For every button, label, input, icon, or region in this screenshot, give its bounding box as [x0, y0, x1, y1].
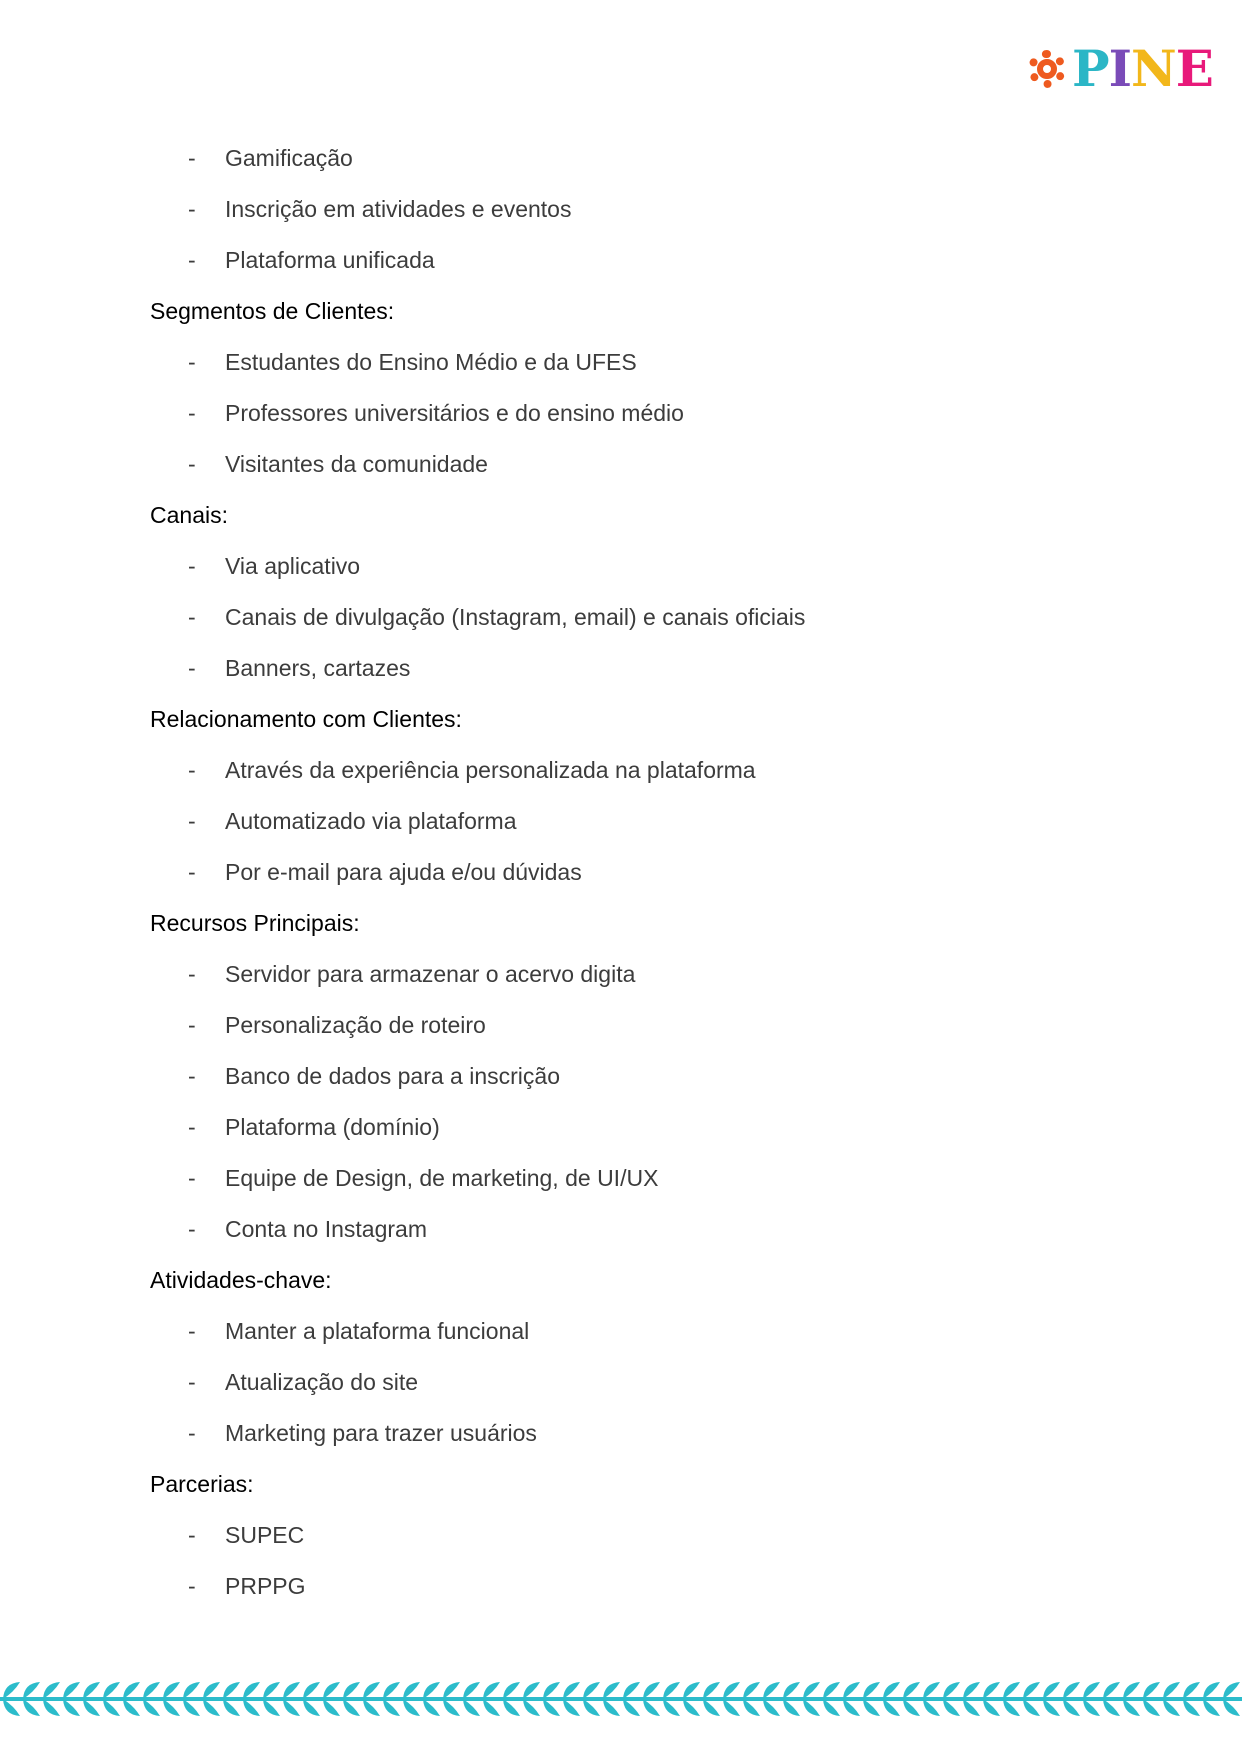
- bullet-dash: -: [188, 1063, 196, 1089]
- garland-leaf: [603, 1699, 620, 1716]
- list-item-text: Através da experiência personalizada na plataforma: [225, 757, 756, 783]
- list-item: [150, 195, 1110, 246]
- garland-leaf: [1103, 1699, 1120, 1716]
- garland-leaf: [883, 1682, 900, 1699]
- garland-leaf: [763, 1682, 780, 1699]
- list-item-text: SUPEC: [225, 1522, 305, 1548]
- garland-leaf: [683, 1699, 700, 1716]
- garland-leaf: [263, 1682, 280, 1699]
- garland-leaf: [1223, 1699, 1240, 1716]
- bullet-dash: -: [188, 655, 196, 681]
- list-item: [150, 1572, 1110, 1623]
- garland-leaf: [1143, 1699, 1160, 1716]
- garland-leaf: [503, 1699, 520, 1716]
- garland-leaf: [443, 1699, 460, 1716]
- garland-leaf: [1203, 1699, 1220, 1716]
- list-item-text: Visitantes da comunidade: [225, 451, 488, 477]
- list-item: [150, 1164, 1110, 1215]
- garland-leaf: [23, 1699, 40, 1716]
- garland-leaf: [1043, 1699, 1060, 1716]
- bullet-dash: -: [188, 961, 196, 987]
- garland-leaf: [903, 1699, 920, 1716]
- garland-leaf: [103, 1682, 120, 1699]
- garland-stem: [0, 1697, 1242, 1701]
- bullet-dash: -: [188, 604, 196, 630]
- list-item: [150, 1113, 1110, 1164]
- garland-leaf: [403, 1682, 420, 1699]
- garland-leaf: [83, 1699, 100, 1716]
- bullet-dash: -: [188, 145, 196, 171]
- garland-leaf: [43, 1682, 60, 1699]
- garland-leaf: [923, 1682, 940, 1699]
- garland-leaf: [1143, 1682, 1160, 1699]
- garland-leaf: [483, 1682, 500, 1699]
- list-item-text: Personalização de roteiro: [225, 1012, 486, 1038]
- list-item: [150, 450, 1110, 501]
- garland-leaf: [443, 1682, 460, 1699]
- garland-leaf: [223, 1682, 240, 1699]
- list-item-text: Atualização do site: [225, 1369, 419, 1395]
- logo-letter-p: P: [1072, 39, 1109, 98]
- list-item-text: Via aplicativo: [225, 553, 361, 579]
- section-heading: Recursos Principais:: [150, 910, 360, 936]
- garland-leaf: [43, 1699, 60, 1716]
- garland-leaf: [343, 1699, 360, 1716]
- list-item-text: Por e-mail para ajuda e/ou dúvidas: [225, 859, 582, 885]
- opine-logo: [1028, 39, 1213, 98]
- garland-leaf: [1043, 1682, 1060, 1699]
- garland-leaf: [743, 1699, 760, 1716]
- garland-leaf: [983, 1699, 1000, 1716]
- garland-leaf: [1083, 1682, 1100, 1699]
- garland-leaf: [263, 1699, 280, 1716]
- garland-leaf: [1023, 1682, 1040, 1699]
- garland-leaf: [843, 1682, 860, 1699]
- garland-leaf: [1203, 1682, 1220, 1699]
- garland-leaf: [423, 1682, 440, 1699]
- garland-leaf: [723, 1682, 740, 1699]
- list-item: [150, 246, 1110, 297]
- garland-leaf: [163, 1699, 180, 1716]
- garland-leaf: [803, 1682, 820, 1699]
- list-item-text: Automatizado via plataforma: [225, 808, 517, 834]
- garland-leaf: [303, 1699, 320, 1716]
- garland-leaf: [183, 1682, 200, 1699]
- bullet-dash: -: [188, 1114, 196, 1140]
- list-item-text: Banners, cartazes: [225, 655, 411, 681]
- list-item: [150, 1521, 1110, 1572]
- list-item: [150, 603, 1110, 654]
- bullet-dash: -: [188, 1216, 196, 1242]
- document-body: [150, 144, 1110, 1623]
- list-item: [150, 348, 1110, 399]
- garland-leaf: [603, 1682, 620, 1699]
- garland-leaf: [563, 1682, 580, 1699]
- garland-leaf: [1063, 1682, 1080, 1699]
- garland-leaf: [943, 1699, 960, 1716]
- garland-leaf: [63, 1699, 80, 1716]
- list-item-text: Professores universitários e do ensino médio: [225, 400, 684, 426]
- list-item: [150, 1011, 1110, 1062]
- garland-leaf: [703, 1699, 720, 1716]
- garland-leaf: [1083, 1699, 1100, 1716]
- garland-leaf: [243, 1682, 260, 1699]
- list-item: [150, 1317, 1110, 1368]
- garland-leaf: [383, 1699, 400, 1716]
- garland-leaf: [1123, 1682, 1140, 1699]
- garland-leaf: [783, 1682, 800, 1699]
- garland-leaf: [143, 1699, 160, 1716]
- garland-leaf: [643, 1682, 660, 1699]
- garland-leaf: [1163, 1699, 1180, 1716]
- garland-leaf: [423, 1699, 440, 1716]
- bullet-dash: -: [188, 1420, 196, 1446]
- bullet-dash: -: [188, 1522, 196, 1548]
- list-item-text: Conta no Instagram: [225, 1216, 428, 1242]
- garland-leaf: [703, 1682, 720, 1699]
- garland-leaf: [683, 1682, 700, 1699]
- list-item-text: Servidor para armazenar o acervo digita: [225, 961, 636, 987]
- bullet-dash: -: [188, 859, 196, 885]
- garland-leaf: [3, 1699, 20, 1716]
- garland-leaf: [223, 1699, 240, 1716]
- bullet-dash: -: [188, 247, 196, 273]
- garland-leaf: [963, 1699, 980, 1716]
- logo-o-flower-icon: [1028, 50, 1066, 88]
- garland-leaf: [123, 1699, 140, 1716]
- garland-leaf: [1163, 1682, 1180, 1699]
- garland-leaf: [103, 1699, 120, 1716]
- garland-leaf: [1223, 1682, 1240, 1699]
- section-heading: Segmentos de Clientes:: [150, 298, 395, 324]
- garland-leaf: [843, 1699, 860, 1716]
- garland-leaf: [1183, 1699, 1200, 1716]
- garland-leaf: [963, 1682, 980, 1699]
- garland-leaf: [1023, 1699, 1040, 1716]
- garland-leaf: [563, 1699, 580, 1716]
- garland-leaf: [383, 1682, 400, 1699]
- garland-leaf: [883, 1699, 900, 1716]
- bullet-dash: -: [188, 196, 196, 222]
- garland-leaf: [503, 1682, 520, 1699]
- list-item: [150, 858, 1110, 909]
- list-item-text: PRPPG: [225, 1573, 306, 1599]
- list-item: [150, 1215, 1110, 1266]
- garland-leaf: [203, 1682, 220, 1699]
- garland-leaf: [1063, 1699, 1080, 1716]
- garland-leaf: [23, 1682, 40, 1699]
- list-item: [150, 1419, 1110, 1470]
- list-item-text: Estudantes do Ensino Médio e da UFES: [225, 349, 637, 375]
- garland-leaf: [623, 1682, 640, 1699]
- list-item: [150, 960, 1110, 1011]
- garland-leaf: [363, 1682, 380, 1699]
- garland-leaf: [763, 1699, 780, 1716]
- list-item: [150, 1368, 1110, 1419]
- garland-leaf: [923, 1699, 940, 1716]
- logo-letter-n: N: [1131, 39, 1176, 98]
- bullet-dash: -: [188, 451, 196, 477]
- garland-leaf: [283, 1682, 300, 1699]
- garland-leaf: [543, 1699, 560, 1716]
- garland-leaf: [183, 1699, 200, 1716]
- bullet-dash: -: [188, 1165, 196, 1191]
- garland-leaf: [523, 1699, 540, 1716]
- garland-leaf: [823, 1699, 840, 1716]
- garland-leaf: [943, 1682, 960, 1699]
- bullet-dash: -: [188, 553, 196, 579]
- list-item-text: Canais de divulgação (Instagram, email) e canais oficiais: [225, 604, 806, 630]
- section-heading: Atividades-chave:: [150, 1267, 332, 1293]
- garland-leaf: [83, 1682, 100, 1699]
- bullet-dash: -: [188, 757, 196, 783]
- garland-leaf: [343, 1682, 360, 1699]
- garland-leaf: [143, 1682, 160, 1699]
- garland-leaf: [983, 1682, 1000, 1699]
- garland-leaf: [663, 1682, 680, 1699]
- garland-leaf: [803, 1699, 820, 1716]
- logo-letter-e: E: [1175, 39, 1213, 98]
- garland-leaf: [1003, 1699, 1020, 1716]
- list-item: [150, 756, 1110, 807]
- garland-leaf: [323, 1699, 340, 1716]
- bullet-dash: -: [188, 1318, 196, 1344]
- logo-letter-i: I: [1108, 39, 1131, 98]
- list-item: [150, 1062, 1110, 1113]
- garland-leaf: [323, 1682, 340, 1699]
- garland-leaf: [583, 1699, 600, 1716]
- garland-leaf: [303, 1682, 320, 1699]
- garland-leaf: [463, 1682, 480, 1699]
- garland-leaf: [1003, 1682, 1020, 1699]
- garland-leaf: [543, 1682, 560, 1699]
- bullet-dash: -: [188, 808, 196, 834]
- leaf-garland-border: [0, 1680, 1242, 1718]
- garland-leaf: [863, 1699, 880, 1716]
- section-heading: Relacionamento com Clientes:: [150, 706, 462, 732]
- list-item: [150, 144, 1110, 195]
- garland-leaf: [523, 1682, 540, 1699]
- garland-leaf: [1103, 1682, 1120, 1699]
- garland-leaf: [643, 1699, 660, 1716]
- garland-leaf: [723, 1699, 740, 1716]
- garland-leaf: [903, 1682, 920, 1699]
- garland-leaf: [3, 1682, 20, 1699]
- garland-leaf: [1183, 1682, 1200, 1699]
- garland-leaf: [1123, 1699, 1140, 1716]
- bullet-dash: -: [188, 1369, 196, 1395]
- list-item-text: Inscrição em atividades e eventos: [225, 196, 572, 222]
- list-item-text: Banco de dados para a inscrição: [225, 1063, 560, 1089]
- list-item: [150, 807, 1110, 858]
- garland-leaf: [363, 1699, 380, 1716]
- list-item: [150, 552, 1110, 603]
- list-item: [150, 654, 1110, 705]
- garland-leaf: [123, 1682, 140, 1699]
- list-item-text: Equipe de Design, de marketing, de UI/UX: [225, 1165, 659, 1191]
- garland-leaf: [623, 1699, 640, 1716]
- garland-leaf: [403, 1699, 420, 1716]
- garland-leaf: [583, 1682, 600, 1699]
- garland-leaf: [783, 1699, 800, 1716]
- bullet-dash: -: [188, 349, 196, 375]
- list-item-text: Plataforma (domínio): [225, 1114, 440, 1140]
- garland-leaf: [743, 1682, 760, 1699]
- bullet-dash: -: [188, 400, 196, 426]
- garland-leaf: [463, 1699, 480, 1716]
- garland-leaf: [283, 1699, 300, 1716]
- garland-leaf: [63, 1682, 80, 1699]
- section-heading: Canais:: [150, 502, 228, 528]
- garland-leaf: [823, 1682, 840, 1699]
- bullet-dash: -: [188, 1012, 196, 1038]
- garland-leaf: [663, 1699, 680, 1716]
- garland-leaf: [163, 1682, 180, 1699]
- section-heading: Parcerias:: [150, 1471, 254, 1497]
- bullet-dash: -: [188, 1573, 196, 1599]
- list-item: [150, 399, 1110, 450]
- garland-leaf: [243, 1699, 260, 1716]
- list-item-text: Gamificação: [225, 145, 353, 171]
- garland-leaf: [863, 1682, 880, 1699]
- list-item-text: Marketing para trazer usuários: [225, 1420, 537, 1446]
- garland-leaf: [483, 1699, 500, 1716]
- list-item-text: Manter a plataforma funcional: [225, 1318, 530, 1344]
- garland-leaf: [203, 1699, 220, 1716]
- list-item-text: Plataforma unificada: [225, 247, 435, 273]
